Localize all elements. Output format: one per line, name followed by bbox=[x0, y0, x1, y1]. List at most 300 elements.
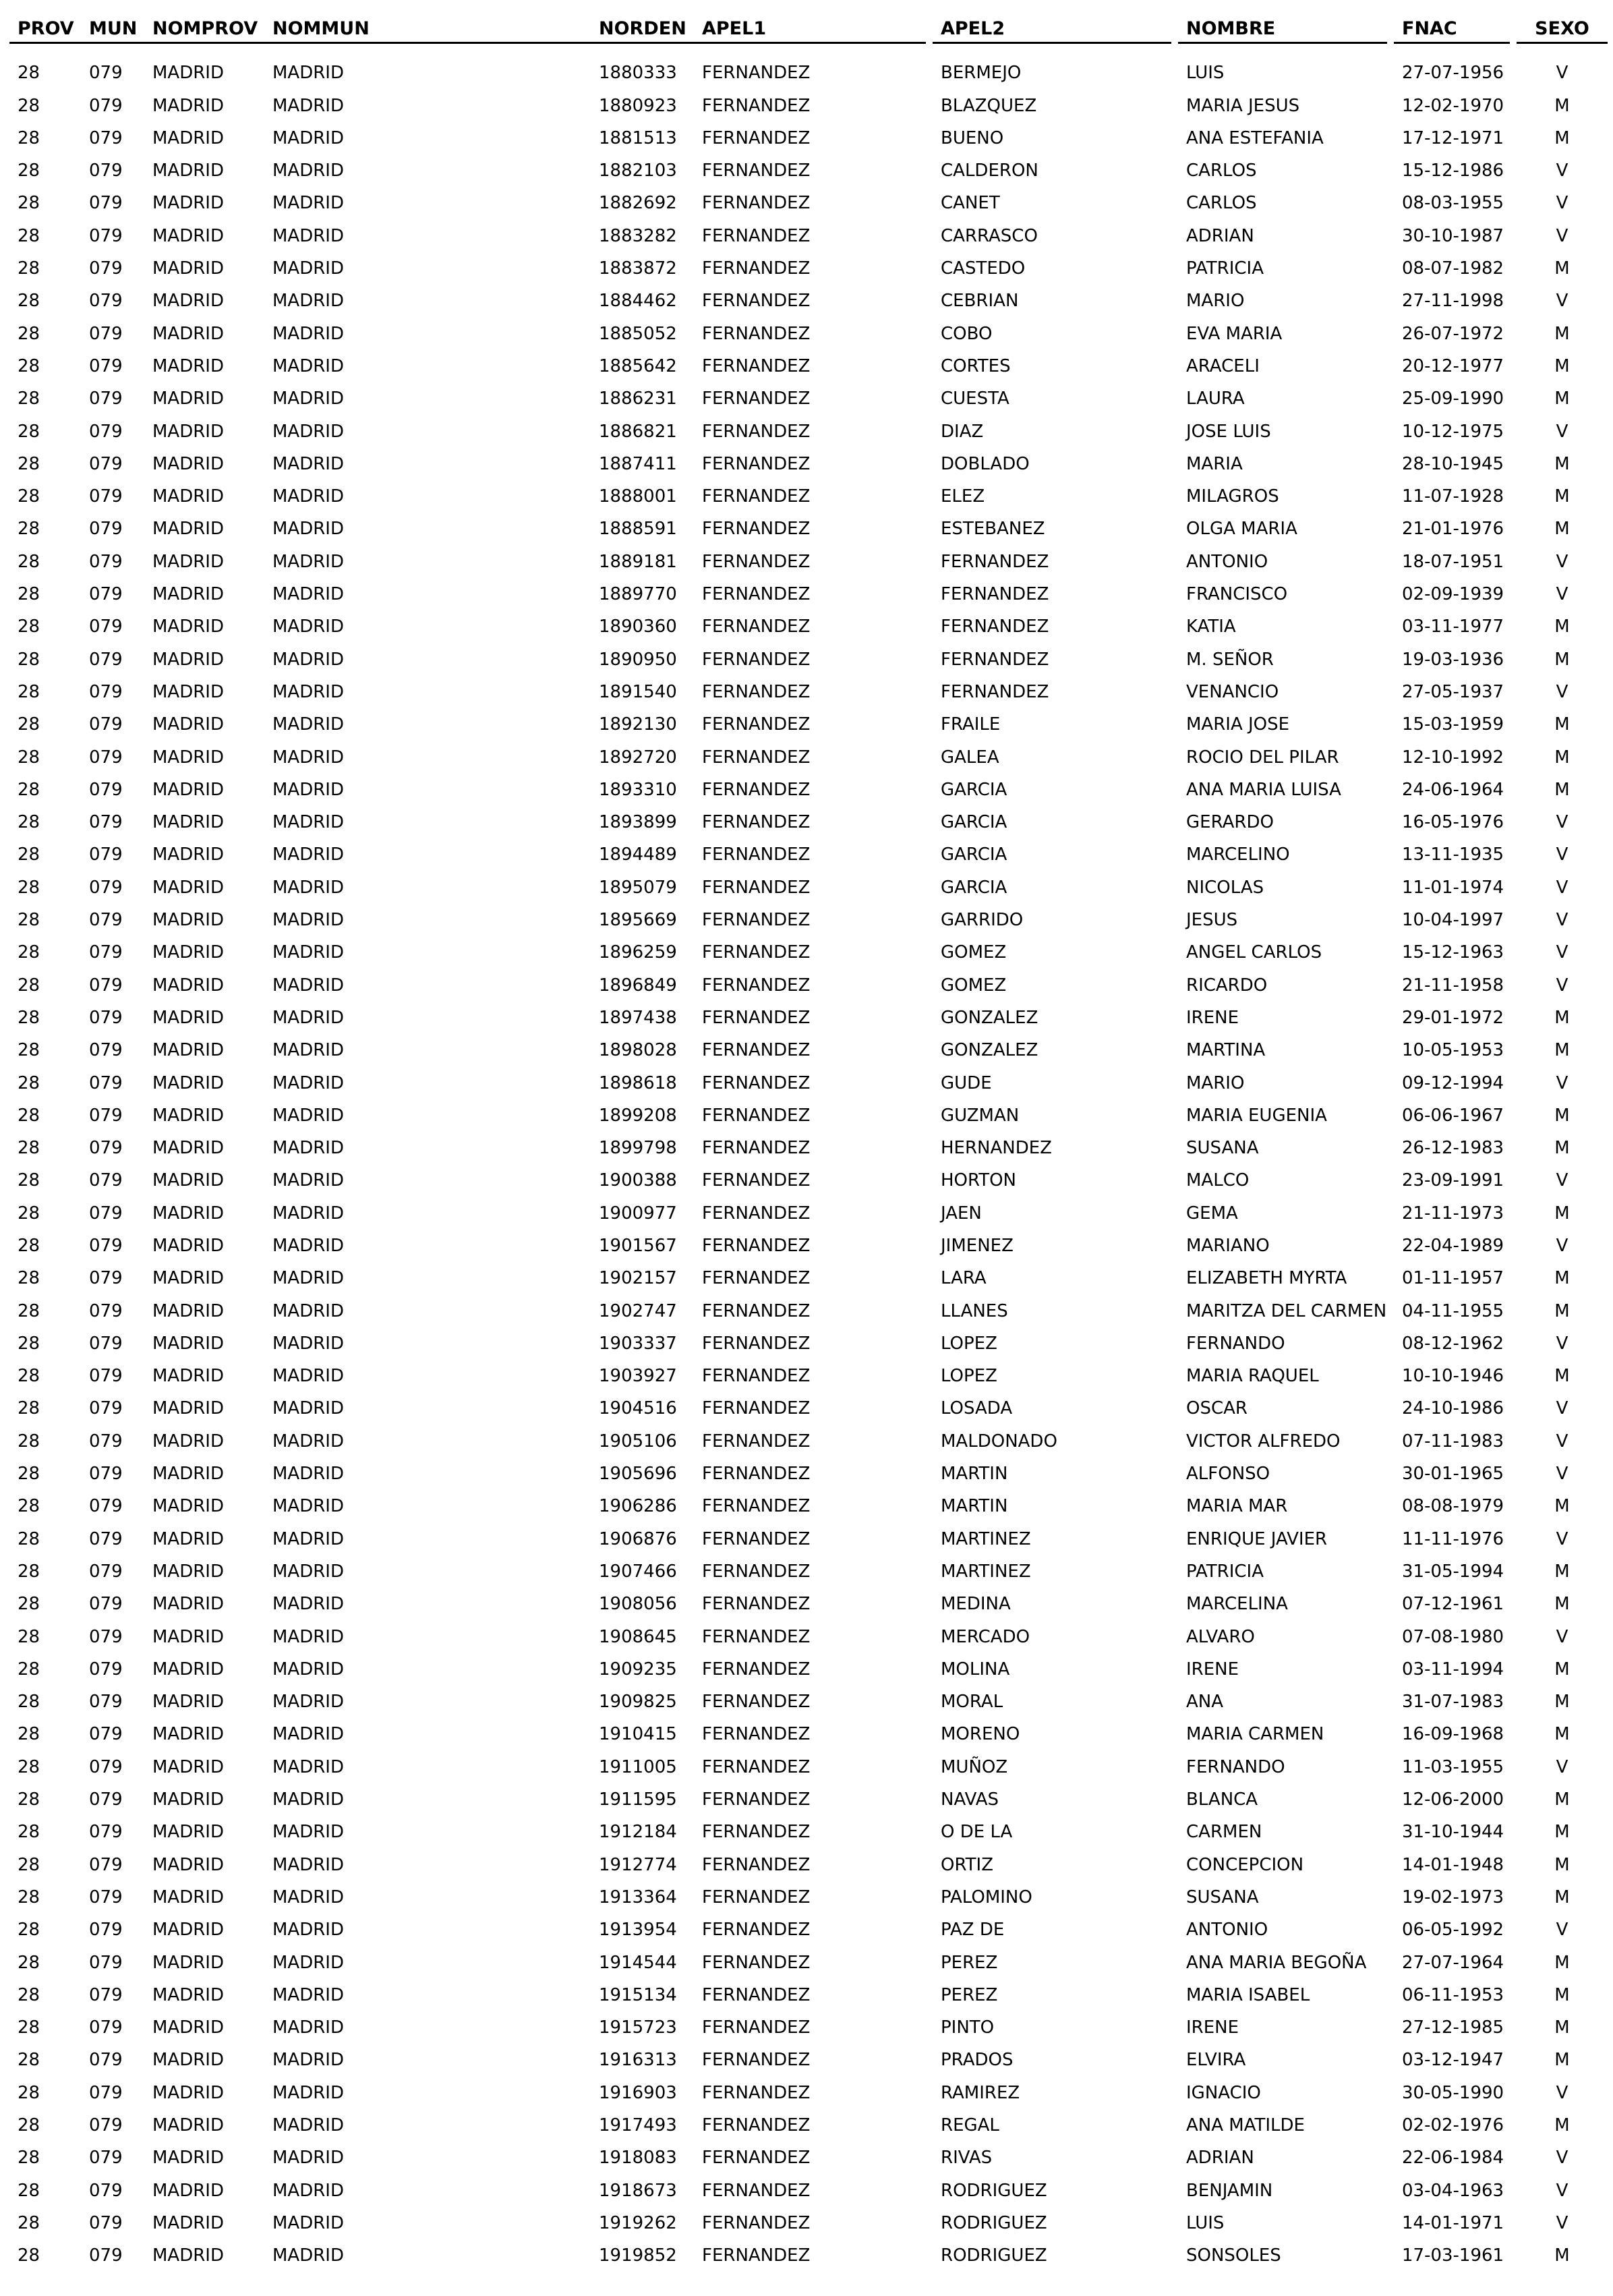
cell-nommun: MADRID bbox=[272, 1724, 344, 1745]
column-gap bbox=[1510, 807, 1517, 839]
cell-norden: 1890360 bbox=[599, 616, 677, 637]
cell-fnac: 15-12-1963 bbox=[1402, 942, 1504, 963]
column-gap bbox=[1387, 1784, 1394, 1816]
table-row bbox=[9, 1458, 1608, 1491]
cell-prov: 28 bbox=[18, 193, 40, 214]
cell-norden: 1919262 bbox=[599, 2212, 677, 2233]
cell-nomprov: MADRID bbox=[152, 2180, 224, 2201]
cell-nommun: MADRID bbox=[272, 1105, 344, 1126]
cell-nomprov: MADRID bbox=[152, 779, 224, 800]
cell-nomprov: MADRID bbox=[152, 63, 224, 84]
column-gap bbox=[1171, 1524, 1178, 1556]
cell-norden: 1900388 bbox=[599, 1170, 677, 1191]
cell-nombre: ANGEL CARLOS bbox=[1186, 942, 1322, 963]
column-gap bbox=[1387, 1849, 1394, 1882]
cell-norden: 1913954 bbox=[599, 1920, 677, 1941]
column-gap bbox=[1387, 1296, 1394, 1328]
column-gap bbox=[1387, 2208, 1394, 2240]
column-gap bbox=[926, 1849, 933, 1882]
cell-prov: 28 bbox=[18, 1431, 40, 1452]
cell-norden: 1914544 bbox=[599, 1952, 677, 1973]
cell-fnac: 07-08-1980 bbox=[1402, 1626, 1504, 1647]
cell-nombre: MARIA CARMEN bbox=[1186, 1724, 1324, 1745]
column-gap bbox=[1387, 285, 1394, 318]
cell-nomprov: MADRID bbox=[152, 844, 224, 865]
column-gap bbox=[1171, 318, 1178, 351]
cell-norden: 1898618 bbox=[599, 1072, 677, 1093]
header-prov: PROV bbox=[9, 9, 81, 44]
cell-apel1: FERNANDEZ bbox=[702, 1007, 811, 1028]
cell-apel1: FERNANDEZ bbox=[702, 1952, 811, 1973]
cell-prov: 28 bbox=[18, 910, 40, 931]
column-gap bbox=[1171, 1849, 1178, 1882]
cell-sexo: M bbox=[1554, 453, 1570, 474]
cell-sexo: M bbox=[1554, 258, 1570, 279]
cell-fnac: 27-11-1998 bbox=[1402, 291, 1504, 312]
column-gap bbox=[926, 318, 933, 351]
cell-fnac: 06-11-1953 bbox=[1402, 1984, 1504, 2005]
cell-nomprov: MADRID bbox=[152, 681, 224, 702]
cell-nombre: LUIS bbox=[1186, 63, 1225, 84]
cell-prov: 28 bbox=[18, 1040, 40, 1061]
cell-mun: 079 bbox=[89, 1561, 123, 1582]
cell-nombre: MARTINA bbox=[1186, 1040, 1266, 1061]
column-gap bbox=[926, 905, 933, 937]
cell-nombre: IRENE bbox=[1186, 2017, 1239, 2038]
cell-mun: 079 bbox=[89, 1854, 123, 1875]
column-gap bbox=[1510, 188, 1517, 220]
column-gap bbox=[1387, 253, 1394, 285]
cell-apel2: LOPEZ bbox=[941, 1366, 997, 1387]
cell-apel2: GARCIA bbox=[941, 844, 1007, 865]
cell-apel2: MORENO bbox=[941, 1724, 1020, 1745]
column-gap bbox=[1510, 2077, 1517, 2110]
cell-sexo: V bbox=[1556, 2148, 1568, 2169]
table-row bbox=[9, 1849, 1608, 1882]
cell-sexo: V bbox=[1556, 910, 1568, 931]
table-row bbox=[9, 839, 1608, 871]
cell-apel1: FERNANDEZ bbox=[702, 1724, 811, 1745]
cell-norden: 1913364 bbox=[599, 1887, 677, 1907]
table-row bbox=[9, 1100, 1608, 1132]
column-gap bbox=[1387, 221, 1394, 253]
cell-nomprov: MADRID bbox=[152, 389, 224, 409]
cell-apel1: FERNANDEZ bbox=[702, 1464, 811, 1485]
cell-nomprov: MADRID bbox=[152, 2245, 224, 2266]
cell-fnac: 15-03-1959 bbox=[1402, 714, 1504, 735]
cell-sexo: M bbox=[1554, 486, 1570, 507]
column-gap bbox=[1510, 285, 1517, 318]
column-gap bbox=[926, 1360, 933, 1393]
cell-apel2: CARRASCO bbox=[941, 225, 1038, 246]
column-gap bbox=[1171, 546, 1178, 579]
column-gap bbox=[1171, 1491, 1178, 1523]
header-mun: MUN bbox=[81, 9, 144, 44]
column-gap bbox=[1171, 1393, 1178, 1425]
column-gap bbox=[1510, 1263, 1517, 1295]
cell-nommun: MADRID bbox=[272, 323, 344, 344]
cell-apel2: HERNANDEZ bbox=[941, 1138, 1052, 1159]
cell-nomprov: MADRID bbox=[152, 1756, 224, 1777]
cell-sexo: V bbox=[1556, 2082, 1568, 2103]
header-apel2: APEL2 bbox=[933, 9, 1171, 44]
cell-apel1: FERNANDEZ bbox=[702, 1561, 811, 1582]
column-gap bbox=[1510, 611, 1517, 643]
cell-apel1: FERNANDEZ bbox=[702, 1594, 811, 1615]
column-gap bbox=[1387, 1165, 1394, 1197]
column-gap bbox=[926, 1002, 933, 1035]
cell-sexo: M bbox=[1554, 1822, 1570, 1843]
cell-nommun: MADRID bbox=[272, 584, 344, 605]
cell-apel1: FERNANDEZ bbox=[702, 812, 811, 833]
cell-mun: 079 bbox=[89, 1138, 123, 1159]
column-gap bbox=[926, 1719, 933, 1751]
column-gap bbox=[1510, 1588, 1517, 1621]
column-gap bbox=[1510, 579, 1517, 611]
cell-sexo: V bbox=[1556, 975, 1568, 996]
cell-fnac: 12-10-1992 bbox=[1402, 747, 1504, 768]
table-row bbox=[9, 742, 1608, 774]
cell-nommun: MADRID bbox=[272, 1692, 344, 1713]
column-gap bbox=[1510, 970, 1517, 1002]
cell-apel2: BUENO bbox=[941, 127, 1004, 148]
cell-fnac: 10-12-1975 bbox=[1402, 421, 1504, 442]
cell-norden: 1900977 bbox=[599, 1203, 677, 1224]
cell-prov: 28 bbox=[18, 225, 40, 246]
cell-norden: 1880923 bbox=[599, 95, 677, 116]
column-gap bbox=[926, 416, 933, 449]
cell-nommun: MADRID bbox=[272, 1268, 344, 1289]
cell-apel1: FERNANDEZ bbox=[702, 1659, 811, 1680]
cell-prov: 28 bbox=[18, 2115, 40, 2135]
cell-mun: 079 bbox=[89, 486, 123, 507]
cell-nomprov: MADRID bbox=[152, 1854, 224, 1875]
cell-mun: 079 bbox=[89, 681, 123, 702]
column-gap bbox=[926, 807, 933, 839]
cell-apel2: GARCIA bbox=[941, 779, 1007, 800]
cell-apel2: GALEA bbox=[941, 747, 999, 768]
cell-norden: 1903337 bbox=[599, 1333, 677, 1354]
cell-nommun: MADRID bbox=[272, 1072, 344, 1093]
cell-nombre: GEMA bbox=[1186, 1203, 1238, 1224]
column-gap bbox=[1171, 2240, 1178, 2272]
header-spacer bbox=[9, 44, 1608, 57]
cell-nomprov: MADRID bbox=[152, 1105, 224, 1126]
header-fnac: FNAC bbox=[1394, 9, 1510, 44]
cell-prov: 28 bbox=[18, 1333, 40, 1354]
column-gap bbox=[1510, 513, 1517, 546]
cell-apel1: FERNANDEZ bbox=[702, 1398, 811, 1419]
cell-apel1: FERNANDEZ bbox=[702, 1692, 811, 1713]
cell-nombre: MALCO bbox=[1186, 1170, 1250, 1191]
column-gap bbox=[1387, 839, 1394, 871]
table-body bbox=[9, 44, 1608, 2272]
table-row bbox=[9, 1035, 1608, 1067]
column-gap bbox=[1387, 123, 1394, 155]
cell-nombre: MARCELINO bbox=[1186, 844, 1290, 865]
cell-apel1: FERNANDEZ bbox=[702, 63, 811, 84]
column-gap bbox=[1171, 1100, 1178, 1132]
cell-apel1: FERNANDEZ bbox=[702, 2017, 811, 2038]
cell-fnac: 10-10-1946 bbox=[1402, 1366, 1504, 1387]
cell-nombre: ELVIRA bbox=[1186, 2050, 1246, 2071]
cell-nommun: MADRID bbox=[272, 1138, 344, 1159]
table-row bbox=[9, 513, 1608, 546]
cell-sexo: M bbox=[1554, 1952, 1570, 1973]
cell-nomprov: MADRID bbox=[152, 747, 224, 768]
cell-prov: 28 bbox=[18, 1594, 40, 1615]
table-row bbox=[9, 807, 1608, 839]
table-row bbox=[9, 351, 1608, 383]
cell-fnac: 10-04-1997 bbox=[1402, 910, 1504, 931]
cell-nommun: MADRID bbox=[272, 877, 344, 898]
cell-nombre: NICOLAS bbox=[1186, 877, 1264, 898]
cell-nombre: ROCIO DEL PILAR bbox=[1186, 747, 1339, 768]
column-gap bbox=[1387, 318, 1394, 351]
column-gap bbox=[1387, 611, 1394, 643]
cell-nomprov: MADRID bbox=[152, 1952, 224, 1973]
cell-nomprov: MADRID bbox=[152, 1464, 224, 1485]
cell-fnac: 29-01-1972 bbox=[1402, 1007, 1504, 1028]
cell-norden: 1903927 bbox=[599, 1366, 677, 1387]
cell-norden: 1911595 bbox=[599, 1789, 677, 1810]
column-gap bbox=[1510, 1654, 1517, 1686]
column-gap bbox=[926, 2044, 933, 2077]
cell-norden: 1880333 bbox=[599, 63, 677, 84]
cell-apel1: FERNANDEZ bbox=[702, 551, 811, 572]
cell-apel1: FERNANDEZ bbox=[702, 910, 811, 931]
column-gap bbox=[1387, 644, 1394, 677]
column-gap bbox=[1171, 1068, 1178, 1100]
cell-nombre: SUSANA bbox=[1186, 1138, 1259, 1159]
cell-fnac: 24-06-1964 bbox=[1402, 779, 1504, 800]
cell-mun: 079 bbox=[89, 193, 123, 214]
table-row bbox=[9, 1947, 1608, 1980]
column-gap bbox=[1171, 970, 1178, 1002]
cell-nomprov: MADRID bbox=[152, 877, 224, 898]
cell-apel1: FERNANDEZ bbox=[702, 1887, 811, 1907]
cell-nombre: LAURA bbox=[1186, 389, 1245, 409]
column-gap bbox=[1387, 1100, 1394, 1132]
cell-nombre: ALVARO bbox=[1186, 1626, 1255, 1647]
table-row bbox=[9, 1980, 1608, 2012]
cell-apel1: FERNANDEZ bbox=[702, 225, 811, 246]
cell-apel1: FERNANDEZ bbox=[702, 1854, 811, 1875]
cell-nommun: MADRID bbox=[272, 95, 344, 116]
column-gap bbox=[926, 611, 933, 643]
cell-nomprov: MADRID bbox=[152, 975, 224, 996]
cell-apel1: FERNANDEZ bbox=[702, 747, 811, 768]
cell-sexo: M bbox=[1554, 1007, 1570, 1028]
column-gap bbox=[926, 1752, 933, 1784]
column-gap bbox=[1387, 155, 1394, 188]
column-gap bbox=[1171, 579, 1178, 611]
column-gap bbox=[926, 1132, 933, 1165]
cell-apel2: MARTINEZ bbox=[941, 1561, 1031, 1582]
column-gap bbox=[1510, 1816, 1517, 1849]
cell-mun: 079 bbox=[89, 63, 123, 84]
column-gap bbox=[1510, 1752, 1517, 1784]
cell-sexo: V bbox=[1556, 1431, 1568, 1452]
cell-fnac: 11-11-1976 bbox=[1402, 1528, 1504, 1549]
cell-mun: 079 bbox=[89, 1496, 123, 1517]
table-row bbox=[9, 155, 1608, 188]
cell-sexo: M bbox=[1554, 1984, 1570, 2005]
column-gap bbox=[926, 1947, 933, 1980]
cell-norden: 1909235 bbox=[599, 1659, 677, 1680]
cell-nommun: MADRID bbox=[272, 649, 344, 670]
cell-nombre: MARCELINA bbox=[1186, 1594, 1288, 1615]
column-gap bbox=[1171, 2110, 1178, 2142]
cell-norden: 1882103 bbox=[599, 161, 677, 181]
cell-mun: 079 bbox=[89, 1952, 123, 1973]
cell-nommun: MADRID bbox=[272, 1366, 344, 1387]
table-row bbox=[9, 2077, 1608, 2110]
column-gap bbox=[1171, 807, 1178, 839]
cell-nombre: MARIA MAR bbox=[1186, 1496, 1288, 1517]
cell-apel2: JAEN bbox=[941, 1203, 982, 1224]
cell-nomprov: MADRID bbox=[152, 2017, 224, 2038]
table-row bbox=[9, 1882, 1608, 1914]
column-gap bbox=[926, 937, 933, 969]
cell-apel2: MEDINA bbox=[941, 1594, 1011, 1615]
cell-nombre: KATIA bbox=[1186, 616, 1236, 637]
cell-prov: 28 bbox=[18, 844, 40, 865]
cell-prov: 28 bbox=[18, 1756, 40, 1777]
cell-apel2: CORTES bbox=[941, 355, 1011, 376]
table-row bbox=[9, 318, 1608, 351]
cell-apel2: CUESTA bbox=[941, 389, 1009, 409]
cell-fnac: 24-10-1986 bbox=[1402, 1398, 1504, 1419]
cell-mun: 079 bbox=[89, 1920, 123, 1941]
cell-sexo: V bbox=[1556, 2180, 1568, 2201]
cell-prov: 28 bbox=[18, 95, 40, 116]
table-row bbox=[9, 2240, 1608, 2272]
column-gap bbox=[1387, 1719, 1394, 1751]
column-gap bbox=[1510, 123, 1517, 155]
cell-mun: 079 bbox=[89, 1984, 123, 2005]
cell-apel1: FERNANDEZ bbox=[702, 2148, 811, 2169]
cell-prov: 28 bbox=[18, 975, 40, 996]
cell-prov: 28 bbox=[18, 942, 40, 963]
column-gap bbox=[1510, 155, 1517, 188]
cell-sexo: V bbox=[1556, 1072, 1568, 1093]
cell-nommun: MADRID bbox=[272, 2115, 344, 2135]
table-row bbox=[9, 1198, 1608, 1230]
cell-norden: 1885052 bbox=[599, 323, 677, 344]
column-gap bbox=[1387, 1458, 1394, 1491]
cell-fnac: 04-11-1955 bbox=[1402, 1300, 1504, 1321]
column-gap bbox=[1171, 1588, 1178, 1621]
column-gap bbox=[1510, 2044, 1517, 2077]
column-gap bbox=[1171, 677, 1178, 709]
column-gap bbox=[1510, 644, 1517, 677]
column-gap bbox=[1387, 1654, 1394, 1686]
cell-nommun: MADRID bbox=[272, 193, 344, 214]
column-gap bbox=[1387, 1263, 1394, 1295]
cell-nommun: MADRID bbox=[272, 1984, 344, 2005]
cell-nommun: MADRID bbox=[272, 453, 344, 474]
cell-nomprov: MADRID bbox=[152, 2082, 224, 2103]
table-row bbox=[9, 1719, 1608, 1751]
cell-prov: 28 bbox=[18, 1920, 40, 1941]
cell-nommun: MADRID bbox=[272, 2050, 344, 2071]
cell-mun: 079 bbox=[89, 1692, 123, 1713]
cell-norden: 1893899 bbox=[599, 812, 677, 833]
cell-nombre: JESUS bbox=[1186, 910, 1238, 931]
cell-sexo: M bbox=[1554, 2050, 1570, 2071]
table-row bbox=[9, 970, 1608, 1002]
cell-apel2: GOMEZ bbox=[941, 975, 1007, 996]
cell-apel2: FRAILE bbox=[941, 714, 1001, 735]
cell-norden: 1896259 bbox=[599, 942, 677, 963]
cell-nomprov: MADRID bbox=[152, 2115, 224, 2135]
column-gap bbox=[1387, 1360, 1394, 1393]
column-gap bbox=[1510, 2110, 1517, 2142]
cell-nomprov: MADRID bbox=[152, 1007, 224, 1028]
cell-fnac: 27-07-1964 bbox=[1402, 1952, 1504, 1973]
column-gap bbox=[926, 90, 933, 123]
cell-fnac: 13-11-1935 bbox=[1402, 844, 1504, 865]
column-gap bbox=[1171, 1914, 1178, 1947]
column-gap bbox=[1510, 872, 1517, 905]
cell-nomprov: MADRID bbox=[152, 1366, 224, 1387]
column-gap bbox=[1171, 1165, 1178, 1197]
column-gap bbox=[1510, 449, 1517, 481]
cell-sexo: M bbox=[1554, 1789, 1570, 1810]
cell-apel2: ELEZ bbox=[941, 486, 985, 507]
column-gap bbox=[1510, 1165, 1517, 1197]
cell-apel1: FERNANDEZ bbox=[702, 1756, 811, 1777]
table-row bbox=[9, 611, 1608, 643]
column-gap bbox=[1387, 1524, 1394, 1556]
cell-nomprov: MADRID bbox=[152, 616, 224, 637]
table-row bbox=[9, 1914, 1608, 1947]
table-row bbox=[9, 90, 1608, 123]
cell-mun: 079 bbox=[89, 453, 123, 474]
table-row bbox=[9, 1230, 1608, 1263]
cell-nommun: MADRID bbox=[272, 1920, 344, 1941]
cell-apel2: RAMIREZ bbox=[941, 2082, 1020, 2103]
cell-fnac: 27-12-1985 bbox=[1402, 2017, 1504, 2038]
cell-nombre: PATRICIA bbox=[1186, 1561, 1264, 1582]
cell-nomprov: MADRID bbox=[152, 1268, 224, 1289]
column-gap bbox=[1171, 1980, 1178, 2012]
cell-norden: 1897438 bbox=[599, 1007, 677, 1028]
cell-nommun: MADRID bbox=[272, 63, 344, 84]
cell-fnac: 14-01-1948 bbox=[1402, 1854, 1504, 1875]
table-row bbox=[9, 2110, 1608, 2142]
column-gap bbox=[1387, 1752, 1394, 1784]
cell-apel2: COBO bbox=[941, 323, 993, 344]
cell-sexo: M bbox=[1554, 2245, 1570, 2266]
column-gap bbox=[926, 188, 933, 220]
cell-prov: 28 bbox=[18, 1984, 40, 2005]
column-gap bbox=[1171, 1752, 1178, 1784]
column-gap bbox=[926, 2142, 933, 2175]
table-row bbox=[9, 1328, 1608, 1360]
column-gap bbox=[1510, 318, 1517, 351]
cell-apel1: FERNANDEZ bbox=[702, 161, 811, 181]
cell-apel2: PEREZ bbox=[941, 1984, 998, 2005]
cell-nombre: FERNANDO bbox=[1186, 1756, 1285, 1777]
table-row bbox=[9, 1426, 1608, 1458]
cell-nommun: MADRID bbox=[272, 291, 344, 312]
cell-prov: 28 bbox=[18, 1105, 40, 1126]
cell-nomprov: MADRID bbox=[152, 1692, 224, 1713]
cell-fnac: 27-07-1956 bbox=[1402, 63, 1504, 84]
table-row bbox=[9, 1068, 1608, 1100]
